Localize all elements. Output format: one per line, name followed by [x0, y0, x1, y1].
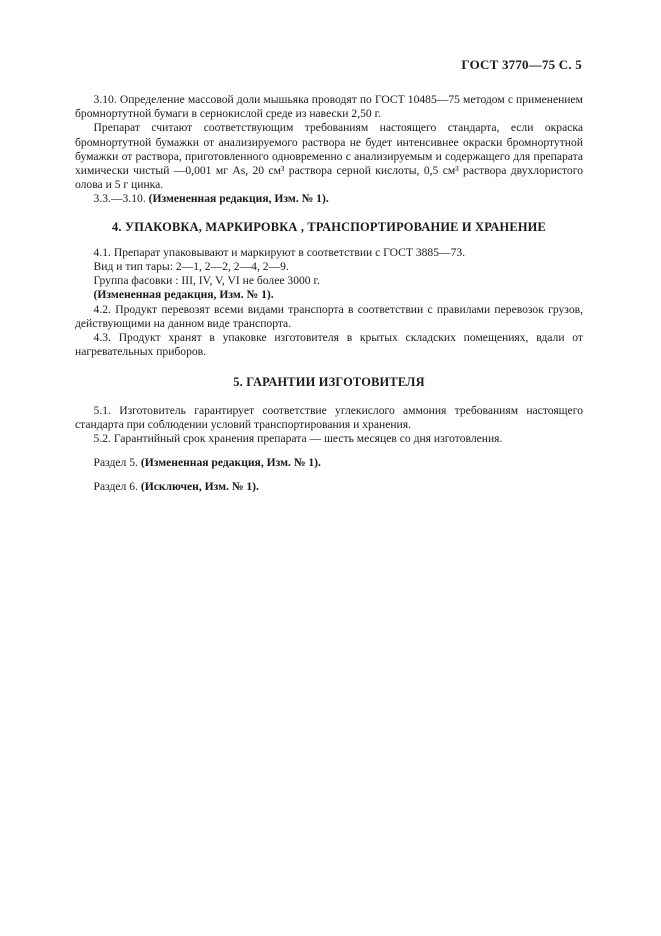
section-5-title: 5. ГАРАНТИИ ИЗГОТОВИТЕЛЯ — [233, 375, 425, 390]
spacer — [75, 446, 583, 456]
razdel-5-note — [75, 456, 583, 470]
tara-types: Вид и тип тары: 2—1, 2—2, 2—4, 2—9. — [93, 260, 289, 274]
packing-group: Группа фасовки : III, IV, V, VI не более 3000 г. — [93, 274, 320, 288]
razdel-5-prefix: Раздел 5. — [93, 456, 138, 470]
amendment-3-3-3-10 — [75, 192, 583, 206]
paragraph-4-3: 4.3. Продукт хранят в упаковке изготовителя в крытых складских помещениях, вдали от нагревательных приборов. — [75, 331, 583, 359]
razdel-5-amendment: (Измененная редакция, Изм. № 1). — [140, 456, 321, 470]
paragraph-3-10-criteria: Препарат считают соответствующим требованиям настоящего стандарта, если окраска бромнортутной бумажки от анализируемого раствора не будет интенсивнее окраски бромнортутной бумажки от раствора, приготовленного одновременно с анализируемым и содержащего для препарата химически чистый —0,001 мг As, 20 см³ раствора серной кислоты, 0,5 см³ раствора двухлористого олова и 5 г цинка. — [75, 121, 583, 192]
paragraph-5-1: 5.1. Изготовитель гарантирует соответствие углекислого аммония требованиям настоящего стандарта при соблюдении условий транспортирования и хранения. — [75, 403, 583, 431]
spacer — [75, 470, 583, 480]
paragraph-3-10: 3.10. Определение массовой доли мышьяка проводят по ГОСТ 10485—75 методом с применением бромнортутной бумаги в сернокислой среде из навески 2,50 г. — [75, 93, 583, 121]
paragraph-4-2: 4.2. Продукт перевозят всеми видами транспорта в соответствии с правилами перевозок грузов, действующими на данном виде транспорта. — [75, 302, 583, 330]
page-header: ГОСТ 3770—75 С. 5 — [461, 57, 582, 72]
paragraph-4-1: 4.1. Препарат упаковывают и маркируют в соответствии с ГОСТ 3885—73. — [93, 245, 466, 259]
section-4-title: 4. УПАКОВКА, МАРКИРОВКА , ТРАНСПОРТИРОВАНИЕ И ХРАНЕНИЕ — [112, 219, 546, 234]
razdel-6-amendment: (Исключен, Изм. № 1). — [140, 480, 259, 494]
document-body — [75, 93, 583, 495]
amendment-note: (Измененная редакция, Изм. № 1). — [148, 192, 329, 206]
amendment-4-1 — [75, 288, 583, 302]
paragraph-5-2: 5.2. Гарантийный срок хранения препарата — шесть месяцев со дня изготовления. — [93, 432, 503, 446]
amendment-prefix: 3.3.—3.10. — [93, 192, 146, 206]
razdel-6-prefix: Раздел 6. — [93, 480, 138, 494]
amendment-note: (Измененная редакция, Изм. № 1). — [93, 288, 274, 302]
razdel-6-note — [75, 480, 583, 494]
